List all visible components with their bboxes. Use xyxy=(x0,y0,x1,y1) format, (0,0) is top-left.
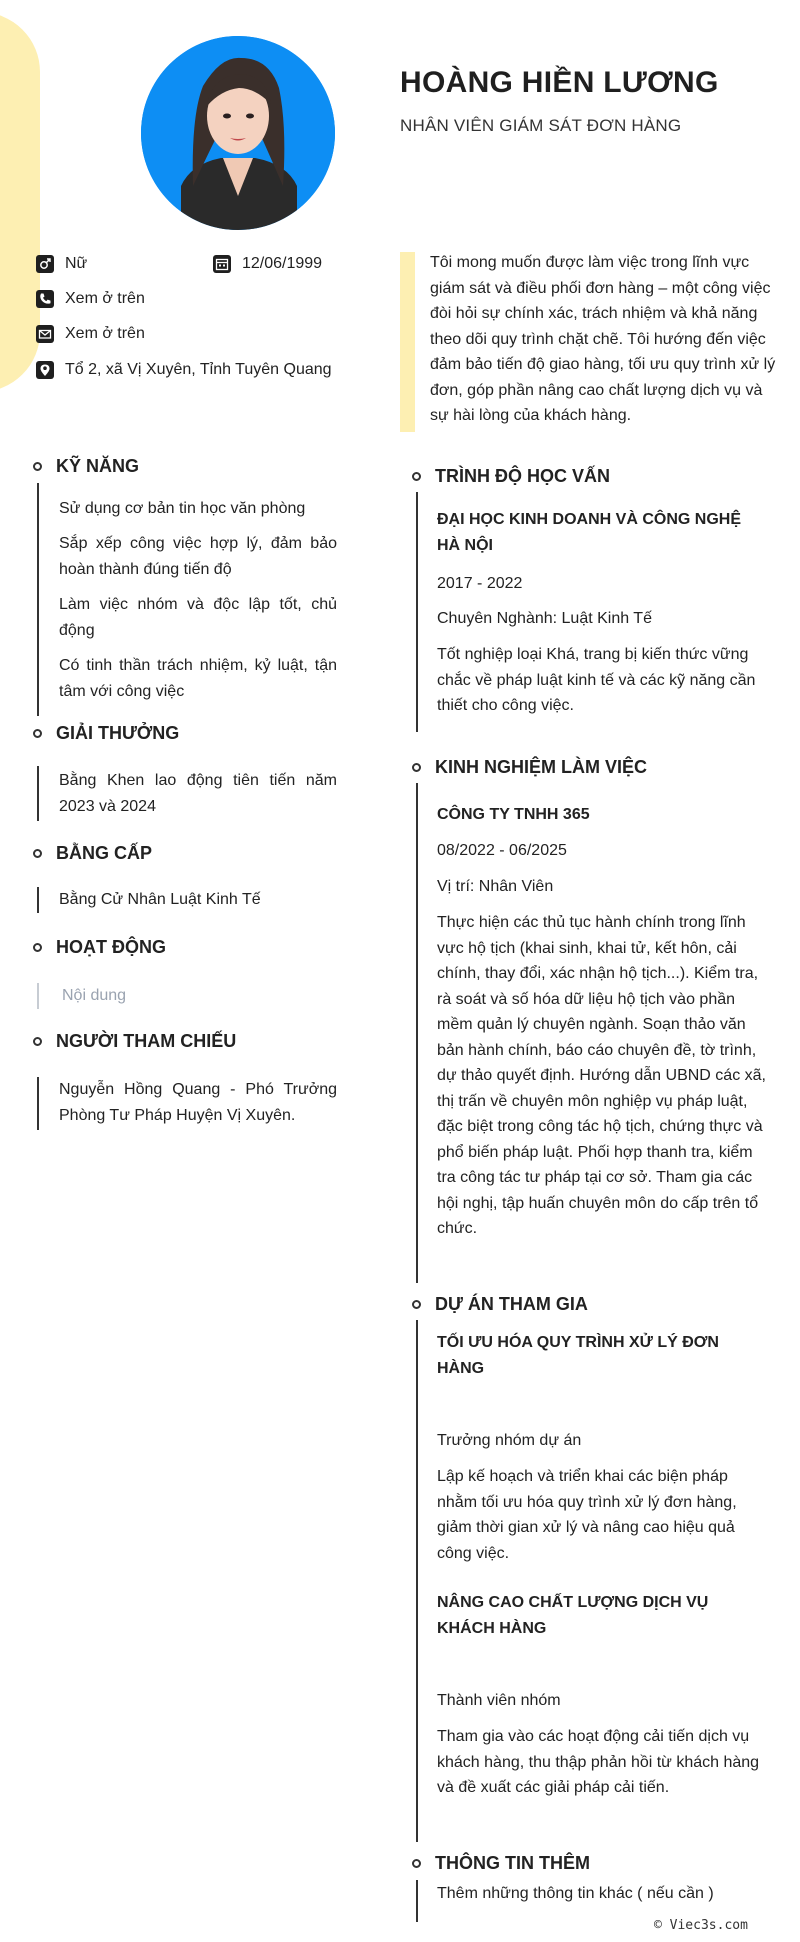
awards-section-title: GIẢI THƯỞNG xyxy=(33,723,179,744)
skill-item: Sắp xếp công việc hợp lý, đảm bảo hoàn thành đúng tiến độ xyxy=(59,535,337,578)
skill-item: Làm việc nhóm và độc lập tốt, chủ động xyxy=(59,596,337,639)
footer-credit: © Viec3s.com xyxy=(654,1918,748,1933)
skills-timeline-line xyxy=(37,483,39,716)
decorative-arc xyxy=(0,12,40,392)
skills-section-title: KỸ NĂNG xyxy=(33,456,139,477)
section-bullet-icon xyxy=(33,1037,42,1046)
projects-timeline-line xyxy=(416,1320,418,1842)
profile-photo xyxy=(141,36,335,230)
certificate-item: Bằng Cử Nhân Luật Kinh Tế xyxy=(59,891,261,908)
objective-accent-bar xyxy=(400,252,415,432)
education-period: 2017 - 2022 xyxy=(437,575,523,592)
gender-row xyxy=(36,255,87,273)
career-objective: Tôi mong muốn được làm việc trong lĩnh vực giám sát và điều phối đơn hàng – một công việc đòi hỏi sự chính xác, trách nhiệm và khả năng theo dõi quy trình chặt chẽ. Tôi hướng đến việc đảm bảo tiến độ giao hàng, tối ưu quy trình xử lý đơn, góp phần nâng cao chất lượng dịch vụ và sự hài lòng của khách hàng. xyxy=(430,254,776,424)
education-description: Tốt nghiệp loại Khá, trang bị kiến thức vững chắc về pháp luật kinh tế và các kỹ năng cần thiết cho công việc. xyxy=(437,646,756,714)
email-value: Xem ở trên xyxy=(65,325,145,342)
project-name: NÂNG CAO CHẤT LƯỢNG DỊCH VỤ KHÁCH HÀNG xyxy=(437,1594,709,1637)
references-timeline-line xyxy=(37,1077,39,1130)
references-section-title: NGƯỜI THAM CHIẾU xyxy=(33,1031,236,1052)
school-name: ĐẠI HỌC KINH DOANH VÀ CÔNG NGHỆ HÀ NỘI xyxy=(437,511,742,554)
company-name: CÔNG TY TNHH 365 xyxy=(437,806,590,823)
section-bullet-icon xyxy=(33,849,42,858)
project-role: Thành viên nhóm xyxy=(437,1692,561,1709)
award-item: Bằng Khen lao động tiên tiến năm 2023 và 2024 xyxy=(59,772,337,815)
experience-period: 08/2022 - 06/2025 xyxy=(437,842,567,859)
section-bullet-icon xyxy=(33,729,42,738)
dob-row xyxy=(213,255,322,273)
project-description: Lập kế hoạch và triển khai các biện pháp nhằm tối ưu hóa quy trình xử lý đơn hàng, giảm thời gian xử lý và nâng cao hiệu quả công việc. xyxy=(437,1468,737,1562)
certificates-timeline-line xyxy=(37,887,39,913)
section-bullet-icon xyxy=(412,763,421,772)
education-major: Chuyên Nghành: Luật Kinh Tế xyxy=(437,610,652,627)
education-timeline-line xyxy=(416,492,418,732)
location-pin-icon xyxy=(36,361,54,379)
activities-section-title: HOẠT ĐỘNG xyxy=(33,937,166,958)
activities-timeline-line xyxy=(37,983,39,1009)
certificates-section-title: BẰNG CẤP xyxy=(33,843,152,864)
candidate-name: HOÀNG HIỀN LƯƠNG xyxy=(400,66,719,99)
skill-item: Có tinh thần trách nhiệm, kỷ luật, tận tâm với công việc xyxy=(59,657,337,700)
section-bullet-icon xyxy=(33,943,42,952)
section-bullet-icon xyxy=(33,462,42,471)
gender-icon xyxy=(36,255,54,273)
avatar xyxy=(141,36,335,230)
reference-item: Nguyễn Hồng Quang - Phó Trưởng Phòng Tư Pháp Huyện Vị Xuyên. xyxy=(59,1081,337,1124)
phone-icon xyxy=(36,290,54,308)
section-bullet-icon xyxy=(412,472,421,481)
education-section-title: TRÌNH ĐỘ HỌC VẤN xyxy=(412,466,610,487)
project-name: TỐI ƯU HÓA QUY TRÌNH XỬ LÝ ĐƠN HÀNG xyxy=(437,1334,719,1377)
dob-value: 12/06/1999 xyxy=(242,255,323,272)
address-row xyxy=(36,361,332,379)
activities-placeholder: Nội dung xyxy=(62,987,127,1004)
experience-description: Thực hiện các thủ tục hành chính trong lĩnh vực hộ tịch (khai sinh, khai tử, kết hôn, cải chính, thay đổi, xác nhận hộ tịch...). Kiểm tra, rà soát và số hóa dữ liệu hộ tịch vào phần mềm quản lý chuyên ngành. Soạn thảo văn bản hành chính, báo cáo chuyên đề, tờ trình, dự thảo quyết định. Hướng dẫn UBND các xã, thị trấn về chuyên môn nghiệp vụ pháp luật, đặc biệt trong công tác hộ tịch, chứng thực và phổ biến pháp luật. Phối hợp thanh tra, kiểm tra công tác tư pháp tại cơ sở. Tham gia các hội nghị, tập huấn chuyên môn do cấp trên tổ chức. xyxy=(437,914,766,1237)
project-role: Trưởng nhóm dự án xyxy=(437,1432,582,1449)
experience-position: Vị trí: Nhân Viên xyxy=(437,878,554,895)
section-bullet-icon xyxy=(412,1859,421,1868)
phone-value: Xem ở trên xyxy=(65,290,145,307)
experience-timeline-line xyxy=(416,783,418,1283)
awards-timeline-line xyxy=(37,766,39,821)
additional-timeline-line xyxy=(416,1880,418,1922)
address-value: Tổ 2, xã Vị Xuyên, Tỉnh Tuyên Quang xyxy=(65,361,332,378)
job-title: NHÂN VIÊN GIÁM SÁT ĐƠN HÀNG xyxy=(400,116,682,135)
section-bullet-icon xyxy=(412,1300,421,1309)
email-icon xyxy=(36,325,54,343)
calendar-icon xyxy=(213,255,231,273)
experience-section-title: KINH NGHIỆM LÀM VIỆC xyxy=(412,757,647,778)
email-row xyxy=(36,325,145,343)
gender-value: Nữ xyxy=(65,255,88,272)
skill-item: Sử dụng cơ bản tin học văn phòng xyxy=(59,500,306,517)
phone-row xyxy=(36,290,145,308)
projects-section-title: DỰ ÁN THAM GIA xyxy=(412,1294,588,1315)
additional-info: Thêm những thông tin khác ( nếu cần ) xyxy=(437,1885,714,1902)
additional-section-title: THÔNG TIN THÊM xyxy=(412,1853,590,1874)
project-description: Tham gia vào các hoạt động cải tiến dịch vụ khách hàng, thu thập phản hồi từ khách hàng và đề xuất các giải pháp cải tiến. xyxy=(437,1728,760,1796)
